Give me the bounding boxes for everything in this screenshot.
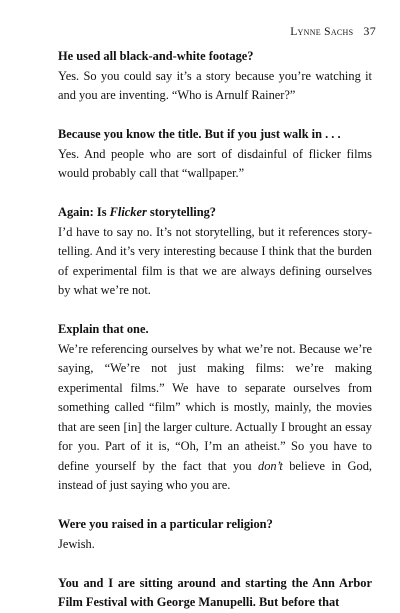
header-author: Lynne Sachs — [290, 26, 354, 38]
question-3-film-title: Flicker — [109, 205, 147, 219]
answer-5: Jewish. — [58, 536, 95, 551]
question-2: Because you know the title. But if you just walk in . . . — [58, 127, 341, 141]
answer-3: I’d have to say no. It’s not storytelling, but it references story-telling. And it’s very interesting because I think that the burden of experimental film is that we are always defining ourselves by what we’re not. — [58, 224, 372, 297]
page-number: 37 — [363, 24, 376, 38]
answer-2: Yes. And people who are sort of disdainful of flicker films would probably call that “wallpaper.” — [58, 146, 372, 180]
question-3-part-3: storytelling? — [146, 205, 216, 219]
question-6: You and I are sitting around and starting the Ann Arbor Film Festival with George Manupelli. But before that — [58, 575, 372, 609]
answer-1: Yes. So you could say it’s a story because you’re watching it and you are inventing. “Who is Arnulf Rainer?” — [58, 68, 372, 102]
question-1: He used all black-and-white footage? — [58, 49, 254, 63]
question-3 — [58, 203, 372, 223]
question-4: Explain that one. — [58, 322, 149, 336]
answer-4-part-3: believe in God, instead of just saying who you are. — [58, 458, 372, 492]
question-5: Were you raised in a particular religion? — [58, 517, 273, 531]
answer-4-emphasis: don’t — [258, 458, 283, 473]
answer-4 — [58, 340, 372, 496]
interview-text — [58, 47, 372, 613]
question-3-part-1: Again: Is — [58, 205, 110, 219]
running-header — [290, 24, 376, 39]
answer-4-part-1: We’re referencing ourselves by what we’re not. Because we’re saying, “We’re not just making films: we’re making experimental films.” We have to separate ourselves from something called “film” which is mostly, mainly, the movies that are seen [in] the larger culture. Actually I brought an essay for you. Part of it is, “Oh, I’m an atheist.” So you have to define yourself by the fact that you — [58, 341, 372, 473]
